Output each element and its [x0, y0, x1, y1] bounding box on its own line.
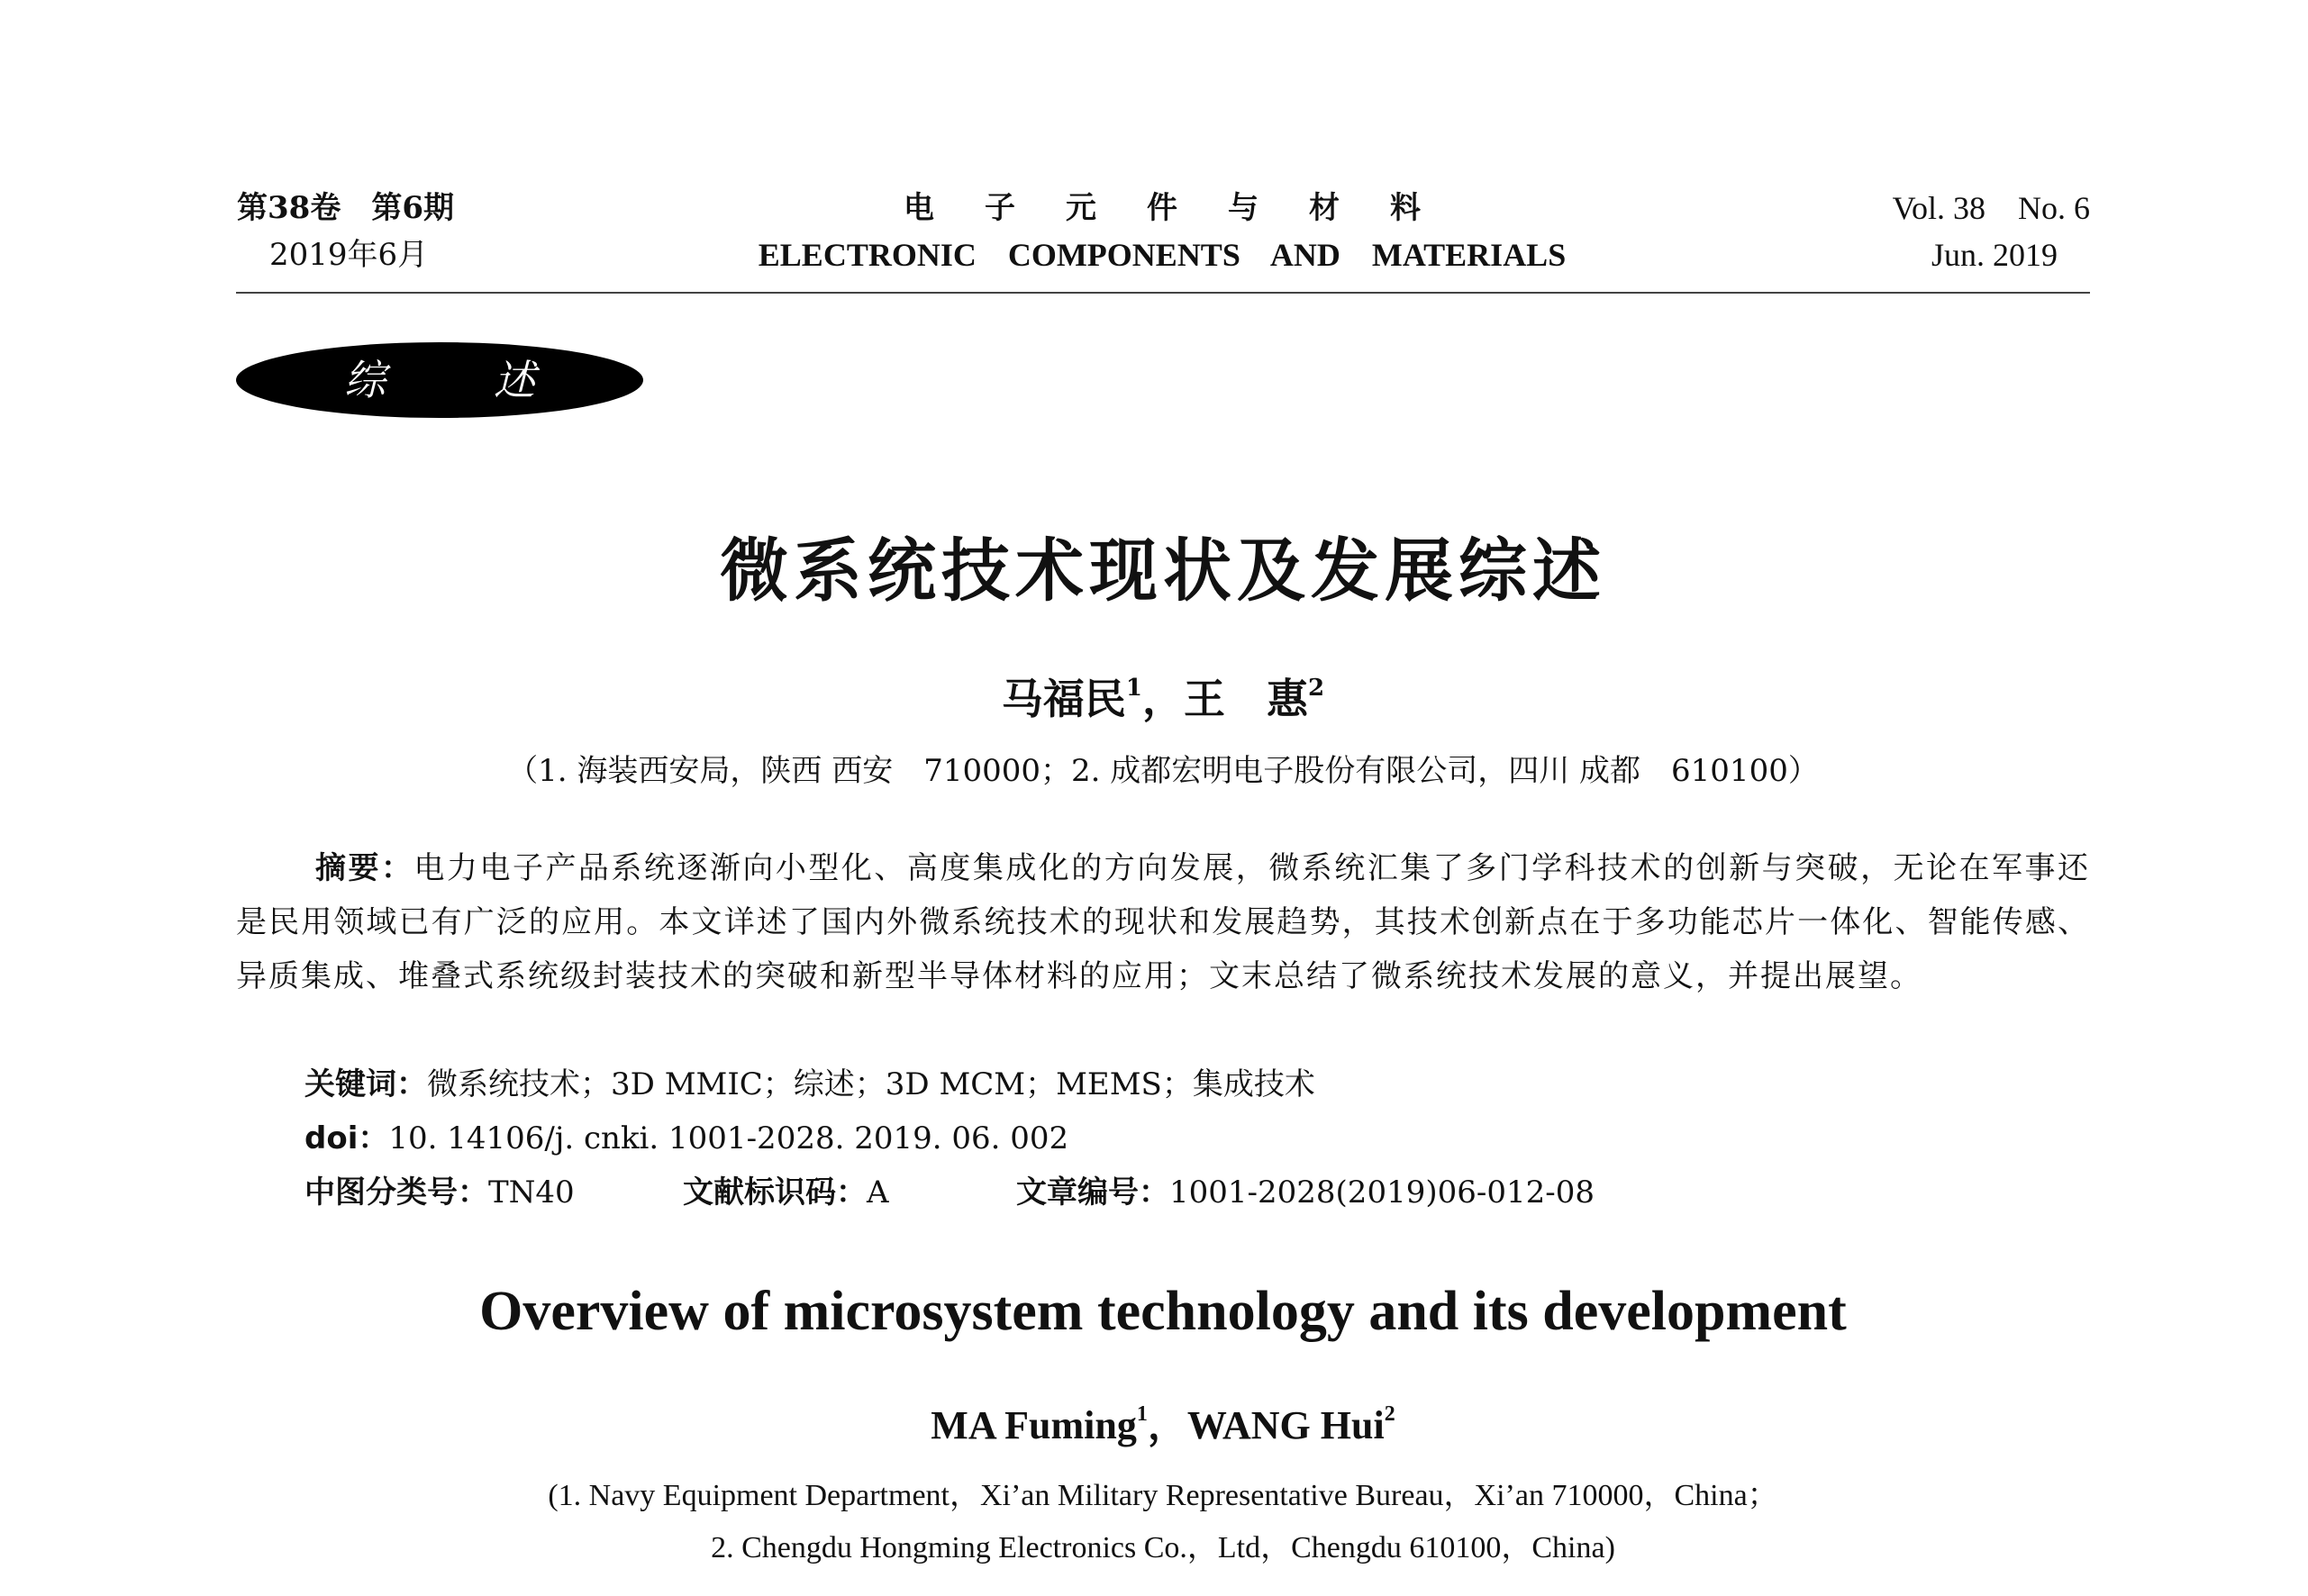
author-separator: ，	[1142, 675, 1184, 723]
volume-issue-cn: 第38卷 第6期	[237, 190, 454, 226]
document-code-label: 文献标识码：	[683, 1174, 867, 1211]
author-name: 马福民	[1001, 675, 1126, 723]
article-number	[1016, 1167, 1595, 1218]
clc-label: 中图分类号：	[304, 1174, 488, 1211]
article-number-value: 1001-2028(2019)06-012-08	[1169, 1174, 1595, 1211]
issue-date-en: Jun. 2019	[1931, 237, 2058, 273]
paper-title-cn: 微系统技术现状及发展综述	[720, 530, 1606, 611]
author-separator: ，	[1147, 1403, 1187, 1447]
affiliation-marker: 1	[1125, 675, 1142, 702]
clc-code	[304, 1167, 683, 1218]
affiliation-cn: （1. 海装西安局，陕西 西安 710000；2. 成都宏明电子股份有限公司，四川 成都 610100）	[507, 753, 1819, 789]
header-center	[631, 185, 1694, 278]
article-number-label: 文章编号：	[1016, 1174, 1169, 1211]
volume-issue-en: Vol. 38 No. 6	[1892, 190, 2090, 226]
abstract-label: 摘要：	[315, 850, 414, 886]
issue-date-cn: 2019年6月	[269, 237, 429, 273]
affiliation-en-line-1: (1. Navy Equipment Department，Xi’an Military Representative Bureau，Xi’an 710000，China；	[548, 1479, 1778, 1512]
document-code	[683, 1167, 1016, 1218]
doi-link[interactable]: 10. 14106/j. cnki. 1001-2028. 2019. 06. 002	[388, 1120, 1069, 1156]
header-right	[1802, 185, 2090, 278]
journal-name-en: ELECTRONIC COMPONENTS AND MATERIALS	[758, 237, 1567, 273]
affiliation-marker: 2	[1384, 1402, 1395, 1426]
author-name-en: WANG Hui	[1186, 1403, 1385, 1447]
keywords-label: 关键词：	[304, 1066, 427, 1102]
abstract-text: 电力电子产品系统逐渐向小型化、高度集成化的方向发展，微系统汇集了多门学科技术的创新与突破，无论在军事还是民用领域已有广泛的应用。本文详述了国内外微系统技术的现状和发展趋势，其技术创新点在于多功能芯片一体化、智能传感、异质集成、堆叠式系统级封装技术的突破和新型半导体材料的应用；文末总结了微系统技术发展的意义，并提出展望。	[236, 850, 2091, 994]
paper-title-en: Overview of microsystem technology and its development	[479, 1281, 1847, 1342]
affiliation-en	[236, 1470, 2090, 1574]
abstract-cn	[236, 841, 2090, 1003]
affiliation-marker: 2	[1308, 675, 1325, 702]
doi-label: doi：	[304, 1120, 389, 1156]
keywords-text: 微系统技术；3D MMIC；综述；3D MCM；MEMS；集成技术	[427, 1066, 1315, 1102]
affiliation-en-line-2: 2. Chengdu Hongming Electronics Co.，Ltd，Chengdu 610100，China)	[711, 1531, 1615, 1564]
clc-value: TN40	[488, 1174, 575, 1211]
affiliation-marker: 1	[1136, 1402, 1148, 1426]
journal-name-cn: 电子元件与材料	[904, 190, 1471, 226]
header-left	[237, 185, 525, 278]
authors-cn	[236, 659, 2090, 728]
author-name-en: MA Fuming	[931, 1403, 1137, 1447]
document-code-value: A	[867, 1174, 889, 1211]
header-divider	[236, 292, 2090, 294]
authors-en	[236, 1387, 2090, 1453]
keywords	[304, 1059, 2088, 1110]
doi	[304, 1113, 2088, 1164]
classification-row	[304, 1167, 2088, 1218]
section-badge: 综述	[236, 342, 643, 418]
author-name: 王 惠	[1184, 675, 1308, 723]
